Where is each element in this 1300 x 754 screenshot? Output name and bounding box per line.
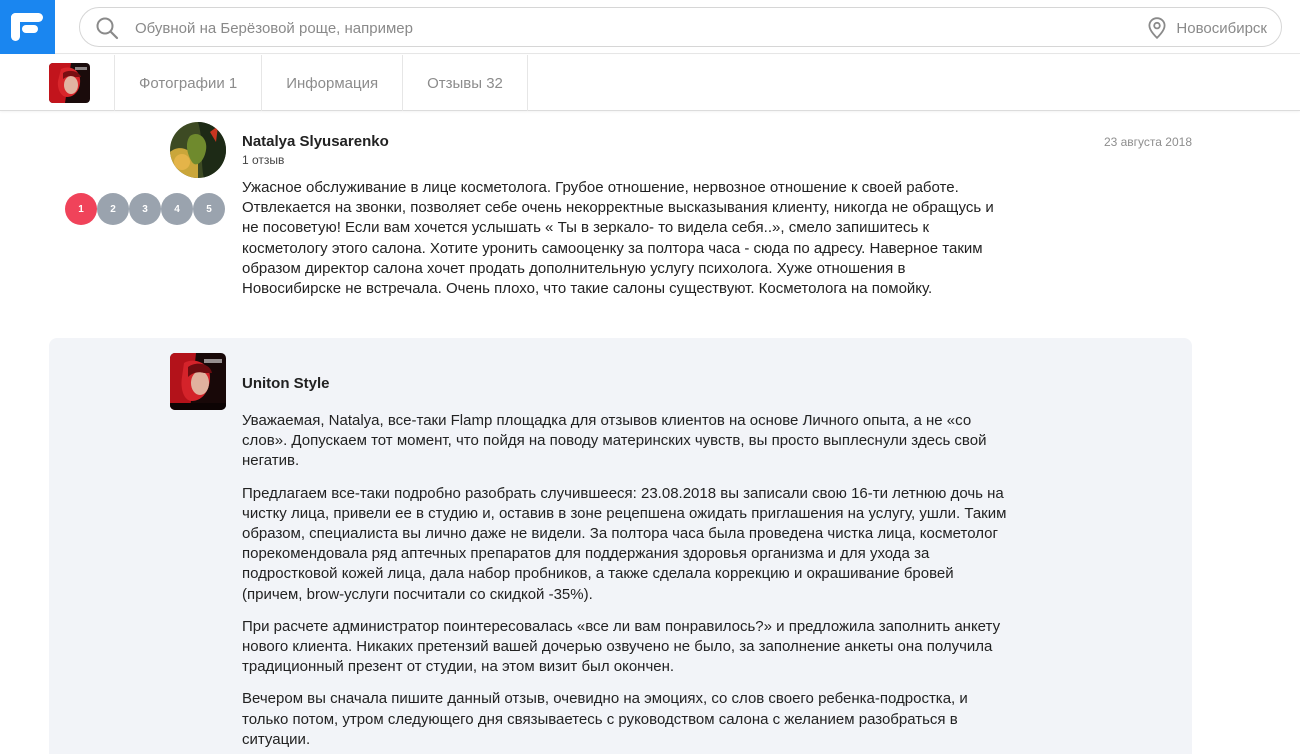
company-avatar-image [170,353,226,410]
reply-paragraph: Предлагаем все-таки подробно разобрать случившееся: 23.08.2018 вы записали свою 16-ти летнюю дочь на чистку лица, привели ее в студию и, оставив в зоне рецепшена ожидать приглашения на услугу, ушли. Таким образом, специалиста вы лично даже не видели. За полтора часа была проведена чистка лица, косметолог порекомендовала ряд аптечных препаратов для поддержания здоровья организма и для ухода за подростковой кожей лица, дала набор пробников, а также сделала коррекцию и окрашивание бровей (причем, brow-услуги посчитали со скидкой -35%). [242,484,1007,603]
firm-avatar[interactable] [49,63,90,103]
tab-info[interactable]: Информация [262,55,403,111]
reviewer-review-count: 1 отзыв [242,153,285,167]
firm-avatar-image [49,63,90,103]
search-bar [79,7,1282,47]
rating-circle-4: 4 [161,193,193,225]
rating-circle-2: 2 [97,193,129,225]
rating-circle-5: 5 [193,193,225,225]
reply-text [242,411,1012,754]
reply-paragraph: При расчете администратор поинтересовалась «все ли вам понравилось?» и предложила заполнить анкету нового клиента. Никаких претензий вашей дочерью озвучено не было, за заполнение анкеты она получила традиционный презент от студии, на этом визит был окончен. [242,617,1001,676]
rating-circle-3: 3 [129,193,161,225]
company-avatar[interactable] [170,353,226,410]
location-pin-icon [1148,17,1166,39]
review-text: Ужасное обслуживание в лице косметолога. Грубое отношение, нервозное отношение к своей работе. Отвлекается на звонки, позволяет себе очень некорректные высказывания клиенту, никогда не обращусь и не посоветую! Если вам хочется услышать « Ты в зеркало- то видела себя..», смело запишитесь к косметологу этого салона. Хотите уронить самооценку за полтора часа - сюда по адресу. Наверное таким образом директор салона хочет продать дополнительную услугу психолога. Хуже отношения в Новосибирске не встречала. Очень плохо, что такие салоны существуют. Косметолога на помойку. [242,179,994,298]
reviewer-avatar[interactable] [170,122,226,178]
city-label: Новосибирск [1176,19,1267,37]
search-input[interactable] [135,16,1035,40]
flamp-logo-icon [9,10,47,44]
rating-circle-1: 1 [65,193,97,225]
company-name[interactable]: Uniton Style [242,375,330,392]
tab-photos[interactable]: Фотографии 1 [115,55,262,111]
firm-subnav [0,55,1300,111]
reply-paragraph: Вечером вы сначала пишите данный отзыв, очевидно на эмоциях, со слов своего ребенка-подростка, и только потом, утром следующего дня связываетесь с руководством салона с желанием разобраться в ситуации. [242,690,968,748]
review-rating [65,193,225,225]
flamp-logo[interactable] [0,0,55,54]
search-icon[interactable] [95,16,119,40]
firm-tabs [115,55,528,111]
review-date: 23 августа 2018 [1103,135,1192,149]
tab-reviews[interactable]: Отзывы 32 [403,55,528,111]
top-bar [0,0,1300,54]
reply-paragraph: Уважаемая, Natalya, все-таки Flamp площадка для отзывов клиентов на основе Личного опыта, а не «со слов». Допускаем тот момент, что пойдя на поводу материнских чувств, вы просто выплеснули здесь свой негатив. [242,412,987,470]
reviewer-avatar-image [170,122,226,178]
city-selector[interactable] [1148,16,1267,40]
reviewer-name[interactable]: Natalya Slyusarenko [242,133,389,150]
